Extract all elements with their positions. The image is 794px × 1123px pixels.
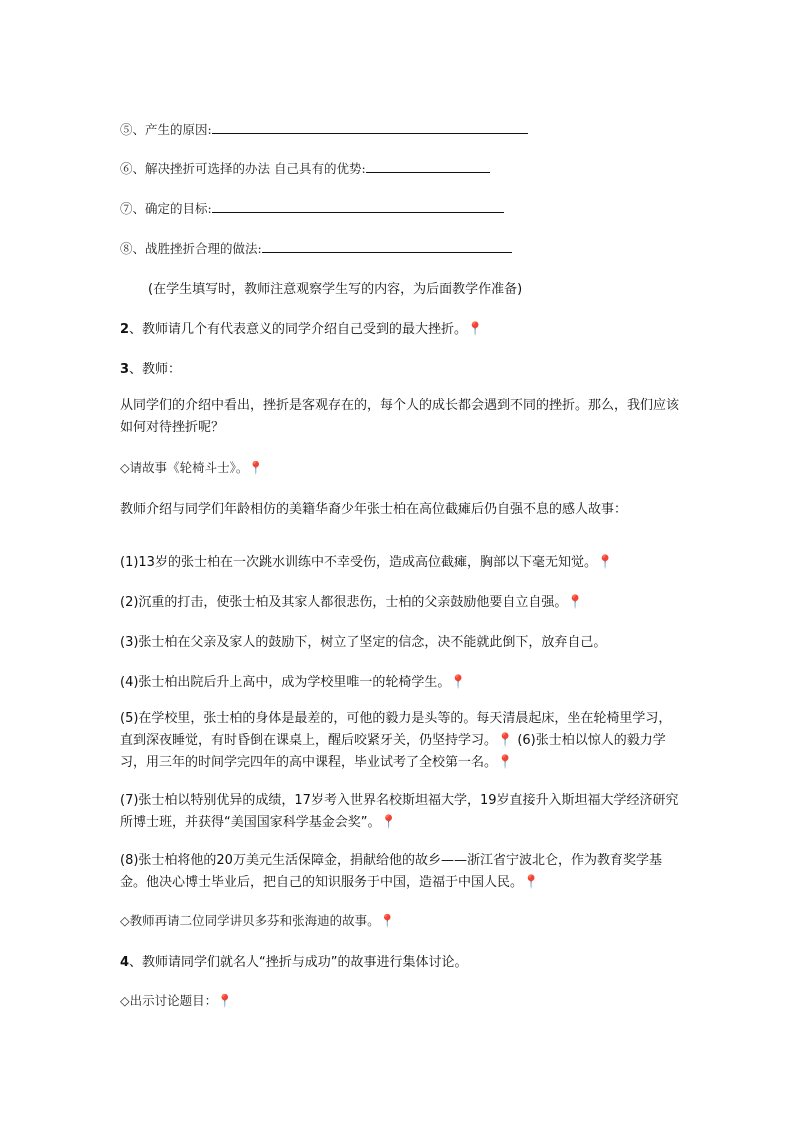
intro-paragraph: 从同学们的介绍中看出，挫折是客观存在的，每个人的成长都会遇到不同的挫折。那么，我们应该如何对待挫折呢？ — [120, 398, 680, 435]
fill-item-label: ⑦、确定的目标: — [120, 201, 212, 216]
fill-item-label: ⑥、解决挫折可选择的办法 自己具有的优势: — [120, 161, 366, 176]
story-item-8: (8)张士柏将他的20万美元生活保障金，捐献给他的故乡——浙江省宁波北仑，作为教育奖学基金。他决心博士毕业后，把自己的知识服务于中国，造福于中国人民。📍 — [120, 853, 662, 890]
story-prompt: ◇请故事《轮椅斗士》。📍 — [120, 460, 264, 475]
fill-blank[interactable] — [212, 121, 528, 134]
fill-item-label: ⑧、战胜挫折合理的做法: — [120, 241, 262, 256]
step-4 — [120, 951, 468, 970]
fill-blank[interactable] — [212, 200, 504, 213]
discussion-prompt: ◇出示讨论题目：📍 — [120, 993, 233, 1008]
teacher-note: (在学生填写时，教师注意观察学生写的内容，为后面教学作准备) — [148, 282, 523, 297]
story-intro: 教师介绍与同学们年龄相仿的美籍华裔少年张士柏在高位截瘫后仍自强不息的感人故事： — [120, 502, 628, 517]
step-text: 、教师请几个有代表意义的同学介绍自己受到的最大挫折。📍 — [129, 322, 484, 337]
fill-item-goal — [120, 199, 504, 217]
step-3 — [120, 358, 181, 377]
step-number: 2 — [120, 322, 130, 337]
step-text: 、教师请同学们就名人“挫折与成功”的故事进行集体讨论。 — [129, 955, 468, 970]
step-text: 、教师： — [129, 362, 182, 377]
fill-item-label: ⑤、产生的原因: — [120, 122, 212, 137]
fill-item-solutions — [120, 159, 490, 177]
step-number: 3 — [120, 362, 130, 377]
story-item-7: (7)张士柏以特别优异的成绩，17岁考入世界名校斯坦福大学，19岁直接升入斯坦福大学经济研究所博士班，并获得“美国国家科学基金会奖”。📍 — [120, 793, 679, 830]
story-item-1: (1)13岁的张士柏在一次跳水训练中不幸受伤，造成高位截瘫，胸部以下毫无知觉。📍 — [120, 555, 614, 570]
more-stories: ◇教师再请二位同学讲贝多芬和张海迪的故事。📍 — [120, 913, 396, 928]
step-number: 4 — [120, 955, 130, 970]
story-item-3: (3)张士柏在父亲及家人的鼓励下，树立了坚定的信念，决不能就此倒下，放弃自己。 — [120, 635, 607, 650]
story-item-4: (4)张士柏出院后升上高中，成为学校里唯一的轮椅学生。📍 — [120, 675, 467, 690]
story-item-5-6: (5)在学校里，张士柏的身体是最差的，可他的毅力是头等的。每天清晨起床，坐在轮椅里学习，直到深夜睡觉，有时昏倒在课桌上，醒后咬紧牙关，仍坚持学习。📍 (6)张士柏以惊人的毅力学习，用三年的时间学完四年的高中课程，毕业试考了全校第一名。📍 — [120, 711, 672, 770]
fill-item-cause — [120, 120, 528, 138]
story-item-2: (2)沉重的打击，使张士柏及其家人都很悲伤，士柏的父亲鼓励他要自立自强。📍 — [120, 595, 584, 610]
fill-blank[interactable] — [262, 240, 512, 253]
step-2 — [120, 318, 483, 337]
fill-blank[interactable] — [366, 160, 490, 173]
fill-item-method — [120, 239, 512, 257]
